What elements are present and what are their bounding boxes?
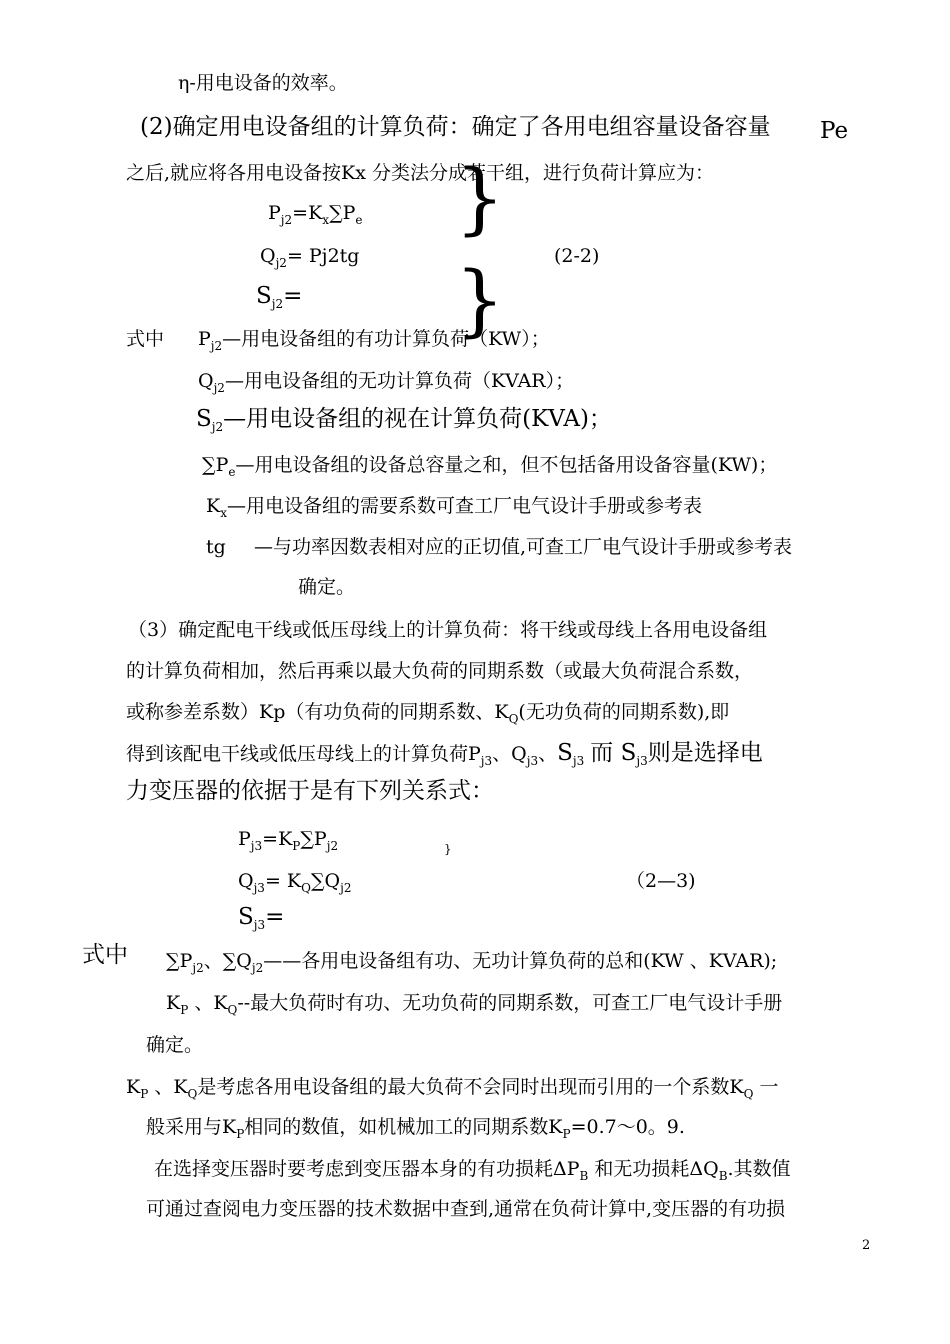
equation-qj3: $Q_{j3}= K_Q\sum Q_{j2}$ [238, 870, 352, 895]
section-2-continuation: 之后,就应将各用电设备按Kx 分类法分成若干组，进行负荷计算应为： [126, 162, 714, 184]
def-tg-text: —与功率因数表相对应的正切值,可查工厂电气设计手册或参考表 [254, 536, 793, 558]
def-tg-end: 确定。 [298, 576, 356, 598]
section-3-line-2: 的计算负荷相加，然后再乘以最大负荷的同期系数（或最大负荷混合系数， [126, 660, 754, 682]
section-2-heading: (2)确定用电设备组的计算负荷：确定了各用电组容量设备容量 [140, 114, 771, 140]
section-3-line-1: （3）确定配电干线或低压母线上的计算负荷：将干线或母线上各用电设备组 [128, 619, 768, 641]
right-brace-bottom: } [455, 256, 505, 346]
kp-paragraph-line-1: $K_P$ 、$K_Q$是考虑各用电设备组的最大负荷不会同时出现而引用的一个系数$K_Q$ 一 [126, 1076, 779, 1101]
eta-definition: η-用电设备的效率。 [178, 72, 348, 94]
def-pj2: $P_{j2}—$用电设备组的有功计算负荷（KW）； [198, 328, 550, 353]
page-number: 2 [862, 1238, 871, 1253]
def-kx: $K_x—$用电设备组的需要系数可查工厂电气设计手册或参考表 [206, 495, 702, 520]
label-shizhong-2: 式中 [82, 942, 128, 968]
def2-end: 确定。 [146, 1034, 204, 1056]
right-brace-top: } [455, 154, 505, 244]
def-sj2: $S_{j2}—$用电设备组的视在计算负荷(KVA)； [196, 406, 612, 434]
transformer-line-1: 在选择变压器时要考虑到变压器本身的有功损耗$\Delta P_B$ 和无功损耗$\Delta Q_B$.其数值 [154, 1158, 791, 1183]
equation-sj2: $S_{j2}=$ [256, 283, 303, 311]
def-tg-symbol: tg [206, 536, 226, 558]
def2-sum: $\sum P_{j2}$、$\sum Q_{j2}——$各用电设备组有功、无功计算负荷的总和(KW 、KVAR); [166, 950, 778, 975]
equation-number-2-2: (2-2) [554, 245, 600, 267]
equation-sj3: $S_{j3}=$ [238, 904, 285, 932]
section-3-line-3: 或称参差系数）Kp（有功负荷的同期系数、$K_Q$(无功负荷的同期系数),即 [126, 701, 730, 726]
transformer-line-2: 可通过查阅电力变压器的技术数据中查到,通常在负荷计算中,变压器的有功损 [146, 1198, 786, 1220]
def2-kp-kq: $K_P$ 、$K_Q--$最大负荷时有功、无功负荷的同期系数，可查工厂电气设计手册 [166, 992, 783, 1017]
label-shizhong: 式中 [126, 328, 165, 350]
equation-number-2-3: （2—3) [626, 870, 696, 892]
equation-pj2: $P_{j2}=K_x\sum P_e$ [268, 202, 363, 227]
small-brace: } [444, 842, 452, 856]
pe-symbol: Pe [820, 118, 849, 144]
def-qj2: $Q_{j2}—$用电设备组的无功计算负荷（KVAR）； [198, 370, 575, 395]
equation-qj2: $Q_{j2}= Pj2tg$ [260, 245, 360, 270]
section-3-line-4: 得到该配电干线或低压母线上的计算负荷$P_{j3}$、$Q_{j3}$、$S_{j3}$ 而 $S_{j3}$则是选择电 [126, 740, 763, 768]
kp-paragraph-line-2: 般采用与$K_P$相同的数值，如机械加工的同期系数$K_P=0.7\sim 0$。9. [146, 1116, 685, 1141]
equation-pj3: $P_{j3}=K_P\sum P_{j2}$ [238, 828, 339, 853]
def-sum-pe: $\sum P_e—$用电设备组的设备总容量之和，但不包括备用设备容量(KW)； [202, 454, 778, 479]
section-3-line-5: 力变压器的依据于是有下列关系式： [126, 778, 494, 804]
